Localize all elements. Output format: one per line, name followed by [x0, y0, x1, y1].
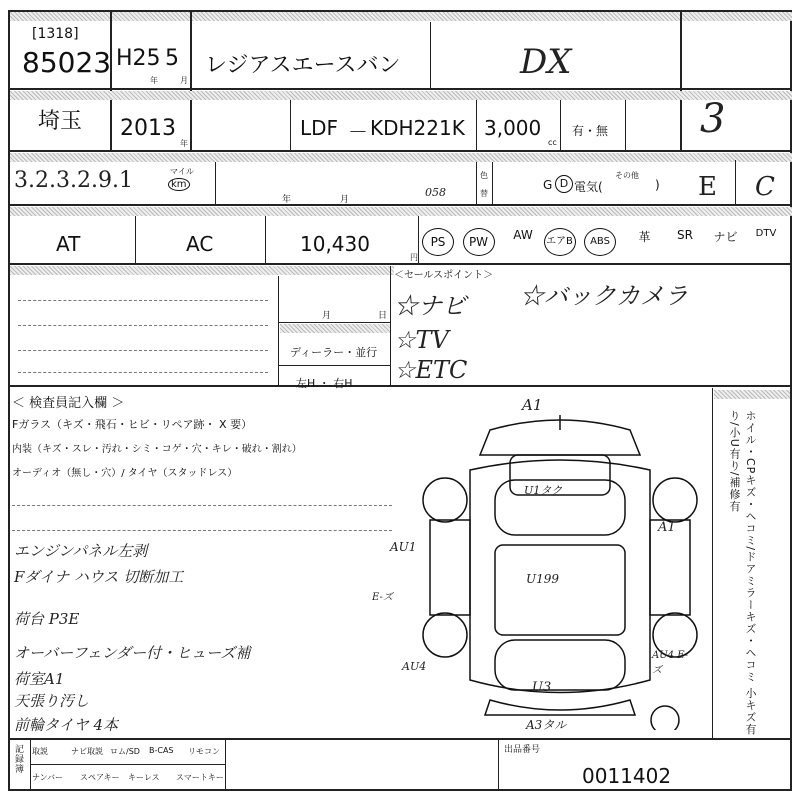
header-strip-row2 — [10, 91, 792, 100]
registration-month: 5 — [165, 46, 179, 71]
diagram-mark-right: A1 — [658, 520, 676, 535]
interior-score: E — [698, 172, 717, 202]
handwritten-note-1: エンジンパネル左剥 — [14, 542, 148, 560]
diagram-mark-left-mid: E-ズ — [372, 592, 393, 603]
model-year-unit: 年 — [180, 139, 188, 148]
displacement: 3,000 — [484, 116, 542, 140]
grade: DX — [520, 42, 572, 82]
inspection-date: 3.2.3.2.9.1 — [14, 168, 133, 193]
fuel-other: その他 — [615, 171, 639, 180]
yen-unit: 円 — [410, 253, 418, 262]
equipment-3: エアB — [544, 228, 576, 256]
inspector-line-1: Fガラス（キズ・飛石・ヒビ・リペア跡・ X 要） — [12, 418, 253, 431]
lot-number: 85023 — [22, 46, 112, 79]
diagram-mark-left-upper: AU1 — [390, 540, 417, 554]
cc-unit: cc — [548, 138, 557, 147]
inspector-line-2: 内装（キズ・スレ・汚れ・シミ・コゲ・穴・キレ・破れ・割れ） — [12, 444, 302, 455]
equipment-7: ナビ — [713, 230, 738, 244]
inspector-line-3: オーディオ（無し・穴）/ タイヤ（スタッドレス） — [12, 468, 238, 479]
option-row1-0: 取説 — [32, 747, 48, 756]
header-strip-row1 — [10, 12, 792, 21]
fuel-elec: 電気( — [574, 180, 603, 194]
side-text: ホイル・CPキズ・ヘコミ/ドアミラーキズ・ヘコミ 小キズ有り/小U有り/補修有 — [728, 410, 757, 736]
mileage-unit — [168, 178, 190, 191]
swap-label: 替 — [480, 189, 488, 198]
steering-side: 左H ・ 右H — [296, 377, 353, 390]
notes-strip — [280, 324, 390, 333]
option-row1-1: ナビ取説 — [71, 747, 103, 756]
fuel-g: G — [543, 178, 553, 192]
chassis-code: KDH221K — [370, 116, 465, 140]
diagram-mark-roof: U1タク — [524, 484, 563, 497]
option-row2-2: キーレス — [128, 773, 160, 782]
sales-point-4: ☆ETC — [394, 356, 468, 384]
sales-point-3: ☆TV — [394, 326, 449, 354]
options-left: 記録簿 — [13, 744, 23, 774]
option-row2-1: スペアキー — [80, 773, 120, 782]
inspector-header: ＜ 検査員記入欄 ＞ — [12, 396, 125, 411]
ac: AC — [186, 232, 214, 256]
handwritten-note-7: 前輪タイヤ 4本 — [14, 716, 119, 734]
inspect-year-label: 年 — [282, 195, 292, 205]
side-strip — [714, 390, 790, 399]
lot-code: [1318] — [32, 26, 79, 42]
header-strip-row3 — [10, 153, 792, 162]
notes-day: 日 — [378, 311, 388, 321]
equipment-8: DTV — [755, 228, 777, 239]
registration-era-year: H25 — [116, 46, 161, 71]
turbo: 有・無 — [572, 124, 609, 138]
handwritten-note-5: 荷室A1 — [14, 670, 65, 688]
inspect-month-label: 月 — [340, 195, 350, 205]
equipment-0: PS — [422, 228, 454, 256]
equipment-4: ABS — [584, 228, 616, 256]
chassis-prefix: LDF — [300, 116, 339, 140]
transmission: AT — [56, 232, 81, 256]
equipment-6: SR — [677, 228, 693, 242]
handwritten-note-3: 荷台 P3E — [14, 610, 80, 628]
option-row2-0: ナンバー — [32, 773, 64, 782]
month-unit: 月 — [180, 76, 188, 85]
notes-month: 月 — [322, 311, 332, 321]
footer-number-label: 出品番号 — [504, 745, 541, 755]
fuel-d-text: D — [559, 177, 569, 190]
equipment-1: PW — [463, 228, 495, 256]
diagram-mark-top: A1 — [522, 396, 543, 414]
mile-label: マイル — [170, 167, 194, 176]
header-strip-row5 — [10, 266, 394, 275]
sales-points-header: ＜セールスポイント＞ — [394, 270, 494, 281]
region: 埼玉 — [38, 109, 83, 134]
option-row2-3: スマートキー — [176, 773, 224, 782]
option-row1-3: B-CAS — [149, 746, 174, 755]
handwritten-note-6: 天張り汚し — [14, 692, 90, 710]
color-code: 058 — [425, 186, 446, 199]
mileage: 10,430 — [300, 232, 370, 256]
equipment-2: AW — [513, 228, 533, 242]
year-unit: 年 — [150, 76, 158, 85]
diagram-mark-rear: U3 — [532, 680, 552, 695]
option-row1-4: リモコン — [188, 747, 220, 756]
fuel-d — [555, 175, 573, 193]
diagram-mark-right-lower: AU4 E-ズ — [652, 650, 689, 676]
handwritten-note-4: オーバーフェンダー付・ヒューズ補 — [14, 644, 251, 662]
option-row1-2: ロム/SD — [110, 747, 140, 756]
score: 3 — [700, 96, 726, 142]
chassis-sep: － — [348, 120, 368, 144]
diagram-mark-bottom: A3タル — [526, 718, 567, 732]
mileage-unit-text: km — [171, 179, 187, 190]
diagram-mark-left-lower: AU4 — [402, 660, 427, 673]
bottom-number: 0011402 — [582, 764, 672, 788]
equipment-5: 革 — [638, 230, 651, 244]
sales-point-2: ☆バックカメラ — [520, 282, 688, 310]
car-name: レジアスエースバン — [205, 53, 401, 78]
model-year: 2013 — [120, 116, 176, 141]
color-label: 色 — [480, 171, 488, 180]
sales-point-1: ☆ナビ — [394, 292, 466, 320]
car-diagram — [410, 410, 710, 730]
exterior-score: C — [755, 172, 775, 202]
dealer-type: ディーラー・並行 — [290, 346, 378, 359]
diagram-mark-center: U199 — [526, 572, 560, 586]
fuel-close: ) — [655, 178, 660, 192]
handwritten-note-2: Fダイナ ハウス 切断加工 — [14, 568, 184, 586]
header-strip-row4 — [10, 207, 792, 216]
